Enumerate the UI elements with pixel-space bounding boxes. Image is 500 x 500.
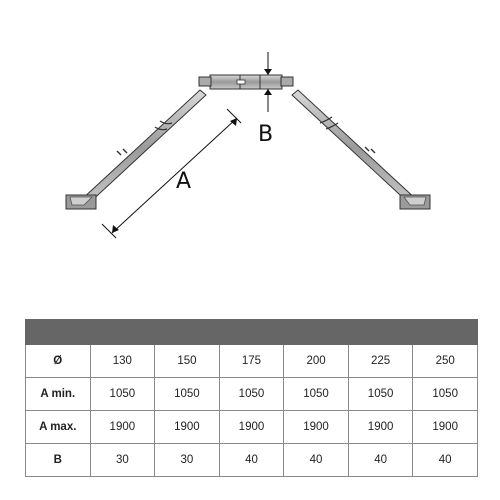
table-cell: 40 [348,444,413,477]
spec-table [25,319,478,477]
right-foot-plate [400,195,430,209]
clamp-band [199,75,293,89]
table-header-band [26,320,478,345]
dimension-b-label: B [258,122,274,147]
table-cell: 1900 [348,411,413,444]
table-row [26,444,478,477]
table-cell: 30 [90,444,155,477]
table-cell: 40 [219,444,284,477]
dimension-b [258,52,273,147]
table-cell: 1900 [284,411,349,444]
table-cell: 1050 [219,378,284,411]
table-cell: 1050 [284,378,349,411]
table-cell: 225 [348,345,413,378]
table-cell: 175 [219,345,284,378]
table-cell: 40 [284,444,349,477]
row-label: A min. [26,378,91,411]
table-cell: 1050 [155,378,220,411]
table-cell: 1900 [155,411,220,444]
table-cell: 200 [284,345,349,378]
right-strut [292,90,418,206]
row-label: Ø [26,345,91,378]
screw-icon [365,147,375,153]
dimension-a [102,109,241,238]
table-row [26,378,478,411]
left-foot-plate [66,195,96,209]
table-cell: 1900 [90,411,155,444]
table-cell: 1050 [348,378,413,411]
table-cell: 130 [90,345,155,378]
table-cell: 150 [155,345,220,378]
row-label: B [26,444,91,477]
table-row [26,411,478,444]
dimension-a-label: A [176,169,192,194]
table-row [26,345,478,378]
table-cell: 1900 [413,411,478,444]
screw-icon [117,149,127,155]
table-cell: 250 [413,345,478,378]
table-cell: 40 [413,444,478,477]
table-cell: 30 [155,444,220,477]
table-cell: 1050 [413,378,478,411]
row-label: A max. [26,411,91,444]
table-cell: 1050 [90,378,155,411]
table-cell: 1900 [219,411,284,444]
